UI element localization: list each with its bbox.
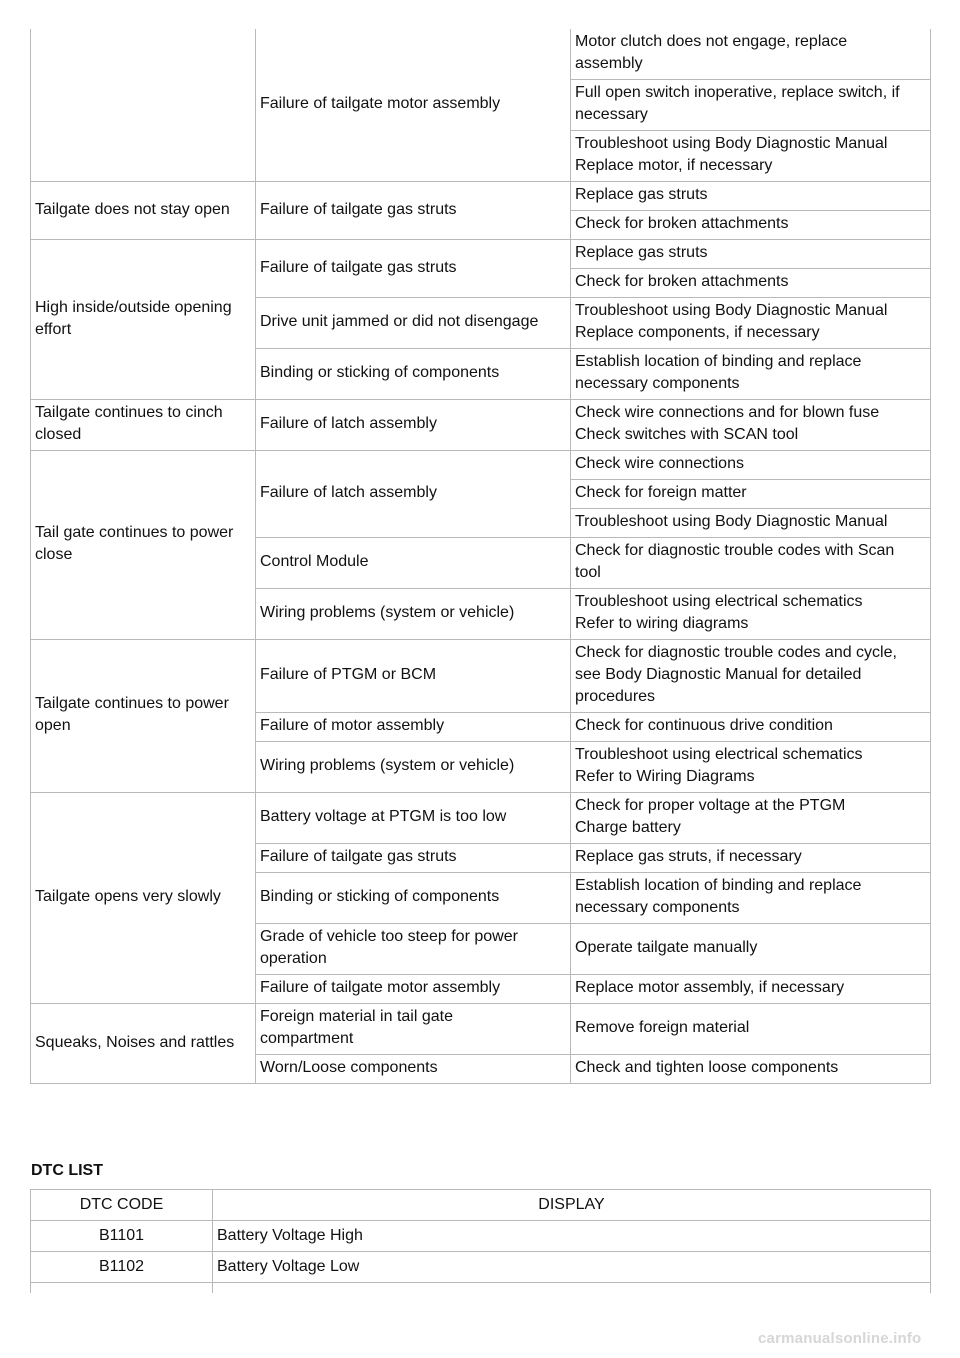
cell-text-line: closed [35,426,82,443]
cell-text-line: Replace gas struts [575,186,708,203]
cell-text-line: Troubleshoot using Body Diagnostic Manual [575,513,888,530]
cause-cell [256,924,571,975]
cell-text-line: Check and tighten loose components [575,1059,839,1076]
remedy-cell [571,589,931,640]
cell-text-line: Failure of motor assembly [260,717,445,734]
cell-text-line: Failure of PTGM or BCM [260,666,437,683]
troubleshooting-table [30,29,931,1084]
cell-text-line: Failure of tailgate motor assembly [260,95,501,112]
cell-text-line: Replace components, if necessary [575,324,820,341]
cell-text-line: Troubleshoot using electrical schematics [575,746,863,763]
cell-text-line: necessary components [575,375,740,392]
remedy-cell [571,640,931,713]
cell-text-line: Check for continuous drive condition [575,717,833,734]
cell-text-line: Charge battery [575,819,681,836]
cell-text-line: Grade of vehicle too steep for power [260,928,518,945]
cause-cell [256,240,571,298]
table-row [31,1252,931,1283]
cell-text-line: Troubleshoot using Body Diagnostic Manual [575,302,888,319]
cell-text-line: Replace motor assembly, if necessary [575,979,845,996]
cell-text-line: close [35,546,73,563]
remedy-cell [571,240,931,269]
empty-cell [31,1283,213,1294]
cell-text-line: Worn/Loose components [260,1059,438,1076]
cell-text-line: see Body Diagnostic Manual for detailed [575,666,862,683]
cell-text-line: Control Module [260,553,369,570]
remedy-cell [571,400,931,451]
cause-cell [256,451,571,538]
watermark: carmanualsonline.info [758,1330,922,1347]
dtc-table [30,1189,931,1293]
cell-text-line: Check for foreign matter [575,484,747,501]
table-row [31,29,931,80]
cause-cell [256,742,571,793]
cause-cell [256,1004,571,1055]
symptom-cell [31,793,256,1004]
cell-text-line: Troubleshoot using electrical schematics [575,593,863,610]
cell-text-line: High inside/outside opening [35,298,232,316]
remedy-cell [571,480,931,509]
cell-text-line: tool [575,564,601,581]
cell-text-line: operation [260,950,327,967]
cell-text-line: Battery voltage at PTGM is too low [260,808,507,825]
dtc-code-cell: B1101 [31,1221,213,1252]
symptom-cell [31,240,256,400]
cell-text-line: Check for broken attachments [575,215,789,232]
remedy-cell [571,80,931,131]
remedy-cell [571,713,931,742]
cell-text-line: Squeaks, Noises and rattles [35,1033,235,1051]
cause-cell [256,538,571,589]
cell-text-line: Tailgate continues to power [35,695,229,712]
cause-cell [256,400,571,451]
cell-text-line: Tailgate does not stay open [35,200,230,218]
display-header: DISPLAY [213,1190,931,1221]
cell-text-line: Check for proper voltage at the PTGM [575,797,846,814]
remedy-cell [571,924,931,975]
dtc-display-cell: Battery Voltage High [213,1221,931,1252]
cell-text-line: necessary components [575,899,740,916]
dtc-list-heading: DTC LIST [31,1162,103,1179]
table-row [31,451,931,480]
cell-text-line: Drive unit jammed or did not disengage [260,313,539,330]
remedy-cell [571,538,931,589]
cause-cell [256,1055,571,1084]
cell-text-line: Refer to Wiring Diagrams [575,768,755,785]
cause-cell [256,640,571,713]
table-row [31,793,931,844]
remedy-cell [571,742,931,793]
table-row [31,640,931,713]
cell-text-line: Check wire connections and for blown fuse [575,404,880,421]
table-row [31,240,931,269]
symptom-cell [31,29,256,182]
cell-text-line: Establish location of binding and replace [575,877,862,894]
cell-text-line: open [35,717,71,734]
cell-text-line: Failure of latch assembly [260,415,437,432]
cell-text-line: Failure of tailgate motor assembly [260,979,501,996]
cell-text-line: Check switches with SCAN tool [575,426,799,443]
remedy-cell [571,269,931,298]
remedy-cell [571,451,931,480]
table-row [31,1221,931,1252]
symptom-cell [31,1004,256,1084]
cell-text-line: Binding or sticking of components [260,364,500,381]
cell-text-line: Wiring problems (system or vehicle) [260,604,515,621]
dtc-code-cell: B1102 [31,1252,213,1283]
cause-cell [256,349,571,400]
cause-cell [256,182,571,240]
cell-text-line: Failure of tailgate gas struts [260,200,457,218]
cell-text-line: Refer to wiring diagrams [575,615,749,632]
cause-cell [256,298,571,349]
remedy-cell [571,844,931,873]
cause-cell [256,975,571,1004]
remedy-cell [571,1055,931,1084]
symptom-cell [31,640,256,793]
cell-text-line: Foreign material in tail gate [260,1008,453,1025]
cell-text-line: Check for diagnostic trouble codes and cycle, [575,644,897,661]
cell-text-line: Establish location of binding and replace [575,353,862,370]
cell-text-line: necessary [575,106,648,123]
cell-text-line: Check for broken attachments [575,273,789,290]
cell-text-line: Failure of tailgate gas struts [260,848,457,865]
cell-text-line: Tail gate continues to power [35,524,234,541]
remedy-cell [571,873,931,924]
cause-cell [256,713,571,742]
remedy-cell [571,29,931,80]
cell-text-line: effort [35,320,72,338]
dtc-display-cell: Battery Voltage Low [213,1252,931,1283]
cell-text-line: Failure of latch assembly [260,484,437,501]
remedy-cell [571,182,931,211]
cell-text-line: Troubleshoot using Body Diagnostic Manual [575,135,888,152]
cause-cell [256,844,571,873]
cell-text-line: Tailgate opens very slowly [35,888,221,905]
table-header-row [31,1190,931,1221]
remedy-cell [571,131,931,182]
cell-text-line: Tailgate continues to cinch [35,404,223,421]
cause-cell [256,589,571,640]
cell-text-line: Replace gas struts [575,244,708,261]
remedy-cell [571,793,931,844]
symptom-cell [31,400,256,451]
dtc-code-header: DTC CODE [31,1190,213,1221]
cause-cell [256,793,571,844]
cell-text-line: assembly [575,55,643,72]
table-row [31,182,931,211]
table-row [31,400,931,451]
symptom-cell [31,451,256,640]
cell-text-line: Failure of tailgate gas struts [260,258,457,276]
cell-text-line: Full open switch inoperative, replace switch, if [575,84,900,101]
cause-cell [256,873,571,924]
symptom-cell [31,182,256,240]
remedy-cell [571,298,931,349]
remedy-cell [571,1004,931,1055]
cell-text-line: Check for diagnostic trouble codes with Scan [575,542,895,559]
cell-text-line: Wiring problems (system or vehicle) [260,757,515,774]
cause-cell [256,29,571,182]
cell-text-line: procedures [575,688,656,705]
cell-text-line: Check wire connections [575,455,744,472]
empty-cell [213,1283,931,1294]
table-row [31,1004,931,1055]
table-row-continued [31,1283,931,1294]
cell-text-line: compartment [260,1030,354,1047]
cell-text-line: Replace motor, if necessary [575,157,773,174]
cell-text-line: Remove foreign material [575,1019,750,1036]
remedy-cell [571,349,931,400]
cell-text-line: Motor clutch does not engage, replace [575,33,848,50]
cell-text-line: Binding or sticking of components [260,888,500,905]
cell-text-line: Operate tailgate manually [575,939,758,956]
cell-text-line: Replace gas struts, if necessary [575,848,802,865]
remedy-cell [571,509,931,538]
remedy-cell [571,975,931,1004]
remedy-cell [571,211,931,240]
